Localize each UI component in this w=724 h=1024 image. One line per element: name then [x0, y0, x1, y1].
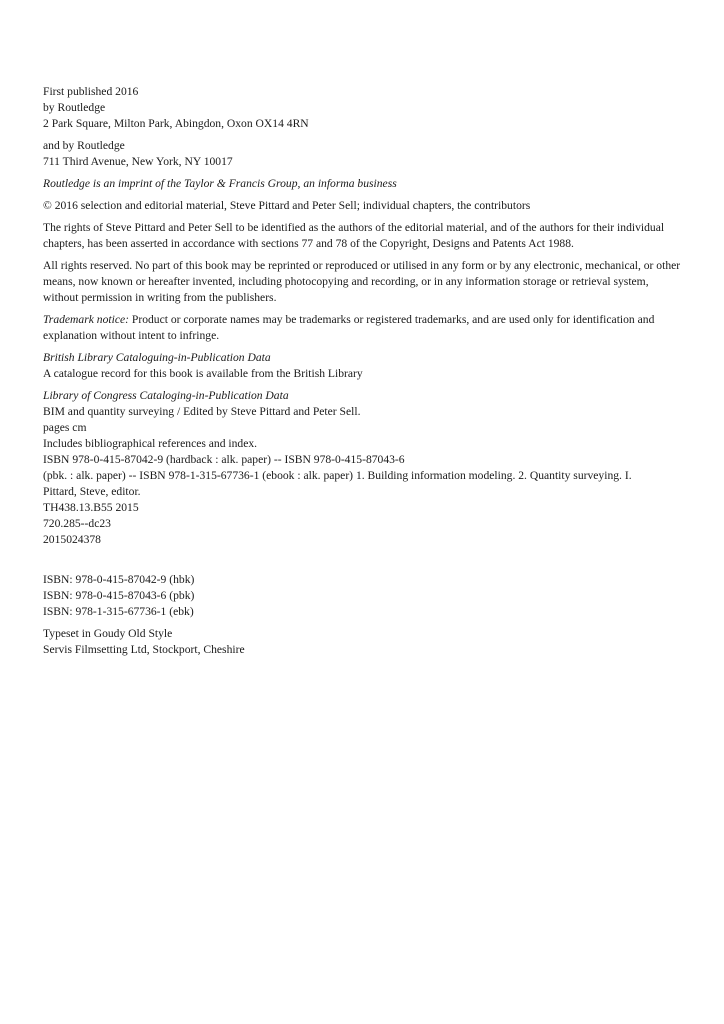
typeset-font-line: Typeset in Goudy Old Style	[43, 627, 173, 640]
publisher-name-line: by Routledge	[43, 101, 106, 114]
typesetter-line: Servis Filmsetting Ltd, Stockport, Cheshire	[43, 643, 245, 656]
loc-references-line: Includes bibliographical references and index.	[43, 437, 258, 450]
copyright-text: © 2016 selection and editorial material, Steve Pittard and Peter Sell; individual chapters, the contributors	[43, 199, 531, 212]
british-library-text: A catalogue record for this book is available from the British Library	[43, 367, 363, 380]
all-rights-text: All rights reserved. No part of this book may be reprinted or reproduced or utilised in any form or by any electronic, mechanical, or other means, now known or hereafter invented, including photocopying and recording, or in any information storage or retrieval system, without permission in writing from the publishers.	[43, 259, 681, 304]
us-publisher-line: and by Routledge	[43, 139, 125, 152]
copyright-statement	[43, 198, 685, 214]
loc-title-line: BIM and quantity surveying / Edited by Steve Pittard and Peter Sell.	[43, 405, 361, 418]
trademark-label: Trademark notice:	[43, 313, 129, 326]
first-published-line: First published 2016	[43, 85, 139, 98]
publisher-address-line: 2 Park Square, Milton Park, Abingdon, Oxon OX14 4RN	[43, 117, 309, 130]
loc-classification-line: TH438.13.B55 2015	[43, 501, 139, 514]
isbn-pbk: ISBN: 978-0-415-87043-6 (pbk)	[43, 589, 195, 602]
british-library-heading: British Library Cataloguing-in-Publication Data	[43, 351, 271, 364]
imprint-text: Routledge is an imprint of the Taylor & Francis Group, an informa business	[43, 177, 397, 190]
isbn-hbk: ISBN: 978-0-415-87042-9 (hbk)	[43, 573, 195, 586]
rights-text: The rights of Steve Pittard and Peter Sell to be identified as the authors of the editorial material, and of the authors for their individual chapters, has been asserted in accordance with sections 77 and 78 of the Copyright, Designs and Patents Act 1988.	[43, 221, 665, 250]
imprint-statement	[43, 176, 685, 192]
loc-dewey-line: 720.285--dc23	[43, 517, 111, 530]
copyright-page	[43, 84, 685, 664]
typeset-block	[43, 626, 685, 658]
british-library-block	[43, 350, 685, 382]
isbn-block	[43, 572, 685, 620]
loc-heading: Library of Congress Cataloging-in-Publication Data	[43, 389, 289, 402]
loc-isbn-line-2: (pbk. : alk. paper) -- ISBN 978-1-315-67736-1 (ebook : alk. paper) 1. Building information modeling. 2. Quantity surveying. I.	[43, 469, 632, 482]
trademark-text: Product or corporate names may be trademarks or registered trademarks, and are used only for identification and explanation without intent to infringe.	[43, 313, 655, 342]
loc-editor-line: Pittard, Steve, editor.	[43, 485, 141, 498]
loc-control-number-line: 2015024378	[43, 533, 101, 546]
trademark-notice	[43, 312, 685, 344]
library-of-congress-block	[43, 388, 685, 548]
isbn-ebk: ISBN: 978-1-315-67736-1 (ebk)	[43, 605, 194, 618]
all-rights-reserved	[43, 258, 685, 306]
us-address-block	[43, 138, 685, 170]
us-address-line: 711 Third Avenue, New York, NY 10017	[43, 155, 233, 168]
rights-statement	[43, 220, 685, 252]
publisher-address-block	[43, 84, 685, 132]
loc-pages-line: pages cm	[43, 421, 87, 434]
loc-isbn-line-1: ISBN 978-0-415-87042-9 (hardback : alk. paper) -- ISBN 978-0-415-87043-6	[43, 453, 405, 466]
